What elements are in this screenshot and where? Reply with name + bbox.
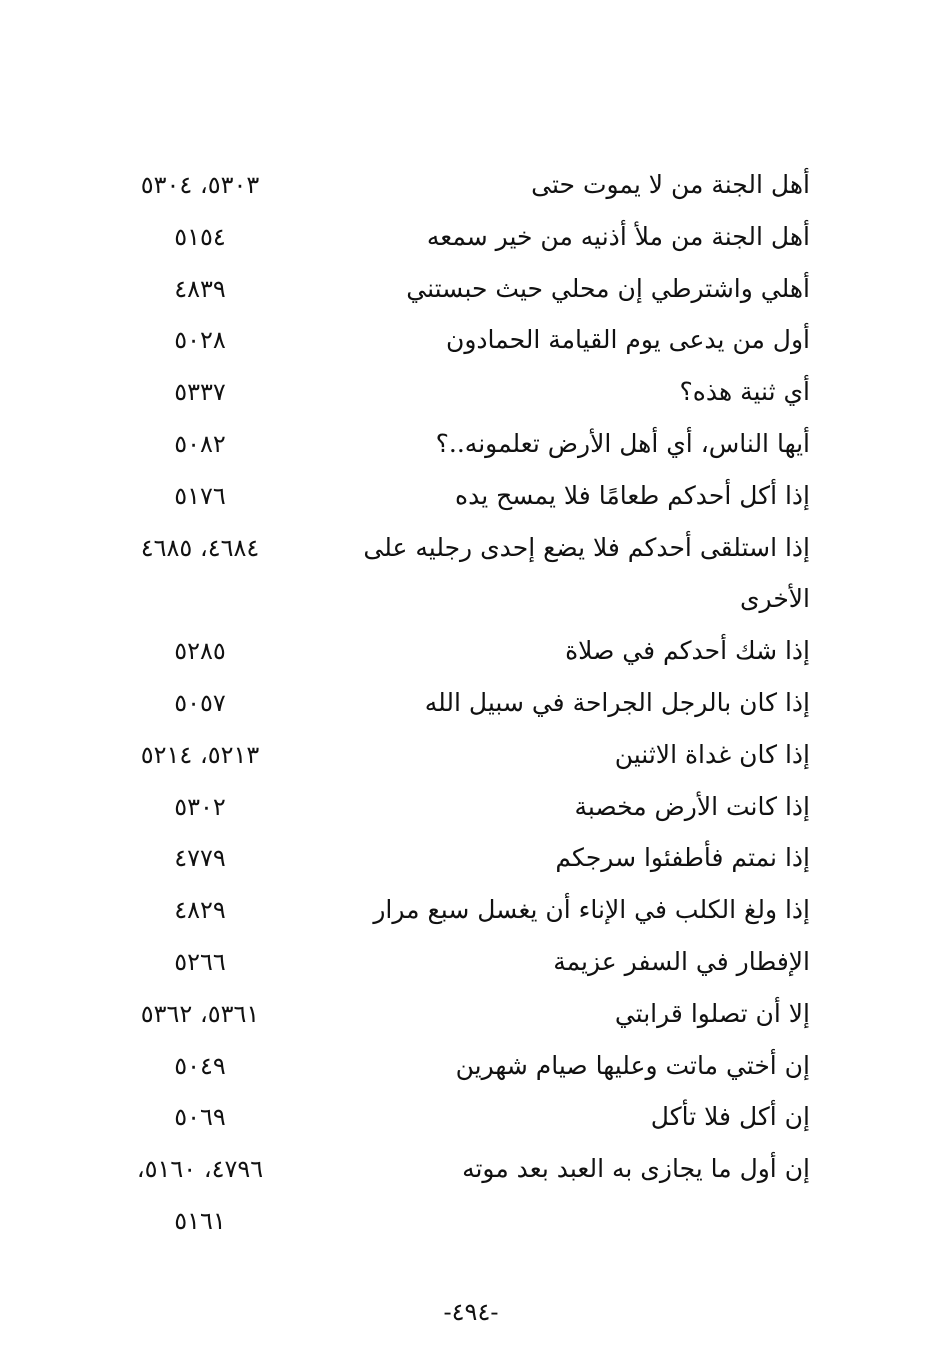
index-entry [100, 315, 810, 367]
entry-phrase: أي ثنية هذه؟ [679, 377, 810, 407]
index-entry [100, 730, 810, 782]
index-entry-continuation [100, 1196, 810, 1248]
index-entry [100, 471, 810, 523]
entry-phrase: إذا شك أحدكم في صلاة [565, 636, 810, 666]
index-entry [100, 1092, 810, 1144]
entry-phrase: إذا نمتم فأطفئوا سرجكم [555, 843, 810, 873]
entry-phrase: إذا كان غداة الاثنين [614, 739, 810, 769]
index-entry [100, 264, 810, 316]
entry-refs: ٥٠٨٢ [174, 429, 226, 458]
entry-phrase: إن أكل فلا تأكل [650, 1102, 810, 1132]
entry-refs: ٥٣٠٢ [174, 792, 226, 821]
index-entry [100, 523, 810, 575]
index-entry [100, 1144, 810, 1196]
entry-phrase: أهل الجنة من ملأ أذنيه من خير سمعه [426, 221, 810, 251]
entry-refs: ٥٠٢٨ [174, 326, 226, 355]
entry-refs: ٥٢٦٦ [174, 947, 226, 976]
index-entry [100, 212, 810, 264]
entry-refs: ٤٧٩٦، ٥١٦٠، [136, 1155, 264, 1184]
entry-refs: ٥١٥٤ [174, 222, 226, 251]
entry-phrase: إذا كان بالرجل الجراحة في سبيل الله [424, 687, 810, 717]
index-entry [100, 989, 810, 1041]
entry-phrase: إذا استلقى أحدكم فلا يضع إحدى رجليه على [363, 532, 810, 562]
index-entry-continuation [100, 574, 810, 626]
entry-phrase: أهلي واشترطي إن محلي حيث حبستني [406, 273, 810, 303]
index-entry [100, 885, 810, 937]
page-number: -٤٩٤- [443, 1298, 499, 1326]
entry-refs: ٥٠٥٧ [174, 688, 226, 717]
index-entry [100, 937, 810, 989]
entry-phrase: إن أول ما يجازى به العبد بعد موته [462, 1154, 810, 1184]
entry-phrase: أيها الناس، أي أهل الأرض تعلمونه..؟ [435, 428, 810, 458]
entry-phrase: أهل الجنة من لا يموت حتى [531, 170, 810, 199]
entry-refs: ٥١٦١ [174, 1206, 226, 1235]
index-entry [100, 833, 810, 885]
index-entry [100, 419, 810, 471]
entry-phrase: إن أختي ماتت وعليها صيام شهرين [455, 1050, 810, 1080]
entry-refs: ٤٨٢٩ [174, 896, 226, 925]
entry-refs: ٥٠٤٩ [174, 1051, 226, 1080]
entry-refs: ٤٦٨٤، ٤٦٨٥ [140, 533, 260, 562]
index-entry [100, 160, 810, 212]
index-entry [100, 782, 810, 834]
entry-phrase: إذا أكل أحدكم طعامًا فلا يمسح يده [454, 480, 810, 510]
entry-refs: ٥١٧٦ [174, 481, 226, 510]
entry-phrase: أول من يدعى يوم القيامة الحمادون [445, 325, 810, 355]
index-entry [100, 367, 810, 419]
entry-refs: ٥٢١٣، ٥٢١٤ [140, 740, 260, 769]
entry-refs: ٥٠٦٩ [174, 1103, 226, 1132]
entry-phrase: الإفطار في السفر عزيمة [553, 946, 810, 976]
entry-refs: ٤٧٧٩ [174, 844, 226, 873]
index-entry [100, 678, 810, 730]
entry-refs: ٥٣٦١، ٥٣٦٢ [140, 999, 260, 1028]
entry-phrase: إلا أن تصلوا قرابتي [614, 998, 810, 1028]
hadith-index-list [100, 160, 810, 1248]
entry-phrase: إذا كانت الأرض مخصبة [574, 791, 810, 821]
index-entry [100, 626, 810, 678]
index-entry [100, 1041, 810, 1093]
entry-refs: ٥٣٣٧ [174, 378, 226, 407]
entry-phrase: إذا ولغ الكلب في الإناء أن يغسل سبع مرار [373, 895, 810, 925]
entry-phrase: الأخرى [739, 584, 810, 614]
entry-refs: ٥٣٠٣، ٥٣٠٤ [140, 171, 260, 199]
entry-refs: ٥٢٨٥ [174, 637, 226, 666]
entry-refs: ٤٨٣٩ [174, 274, 226, 303]
